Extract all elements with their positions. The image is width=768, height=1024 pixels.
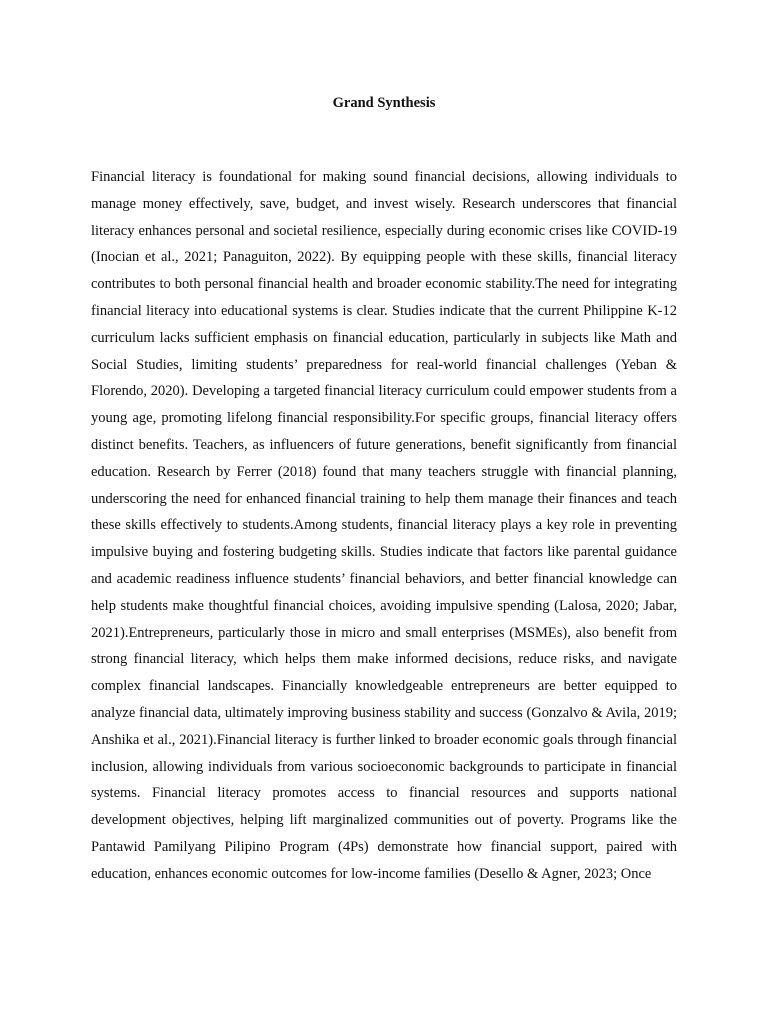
body-paragraph: Financial literacy is foundational for making sound financial decisions, allowing individuals to manage money effectively, save, budget, and invest wisely. Research underscores that financial literacy enhances personal and societal resilience, especially during economic crises like COVID-19 (Inocian et al., 2021; Panaguiton, 2022). By equipping people with these skills, financial literacy contributes to both personal financial health and broader economic stability.The need for integrating financial literacy into educational systems is clear. Studies indicate that the current Philippine K-12 curriculum lacks sufficient emphasis on financial education, particularly in subjects like Math and Social Studies, limiting students’ preparedness for real-world financial challenges (Yeban & Florendo, 2020). Developing a targeted financial literacy curriculum could empower students from a young age, promoting lifelong financial responsibility.For specific groups, financial literacy offers distinct benefits. Teachers, as influencers of future generations, benefit significantly from financial education. Research by Ferrer (2018) found that many teachers struggle with financial planning, underscoring the need for enhanced financial training to help them manage their finances and teach these skills effectively to students.Among students, financial literacy plays a key role in preventing impulsive buying and fostering budgeting skills. Studies indicate that factors like parental guidance and academic readiness influence students’ financial behaviors, and better financial knowledge can help students make thoughtful financial choices, avoiding impulsive spending (Lalosa, 2020; Jabar, 2021).Entrepreneurs, particularly those in micro and small enterprises (MSMEs), also benefit from strong financial literacy, which helps them make informed decisions, reduce risks, and navigate complex financial landscapes. Financially knowledgeable entrepreneurs are better equipped to analyze financial data, ultimately improving business stability and success (Gonzalvo & Avila, 2019; Anshika et al., 2021).Financial literacy is further linked to broader economic goals through financial inclusion, allowing individuals from various socioeconomic backgrounds to participate in financial systems. Financial literacy promotes access to financial resources and supports national development objectives, helping lift marginalized communities out of poverty. Programs like the Pantawid Pamilyang Pilipino Program (4Ps) demonstrate how financial support, paired with education, enhances economic outcomes for low-income families (Desello & Agner, 2023; Once bbox=[91, 169, 677, 882]
document-title: Grand Synthesis bbox=[332, 95, 436, 111]
